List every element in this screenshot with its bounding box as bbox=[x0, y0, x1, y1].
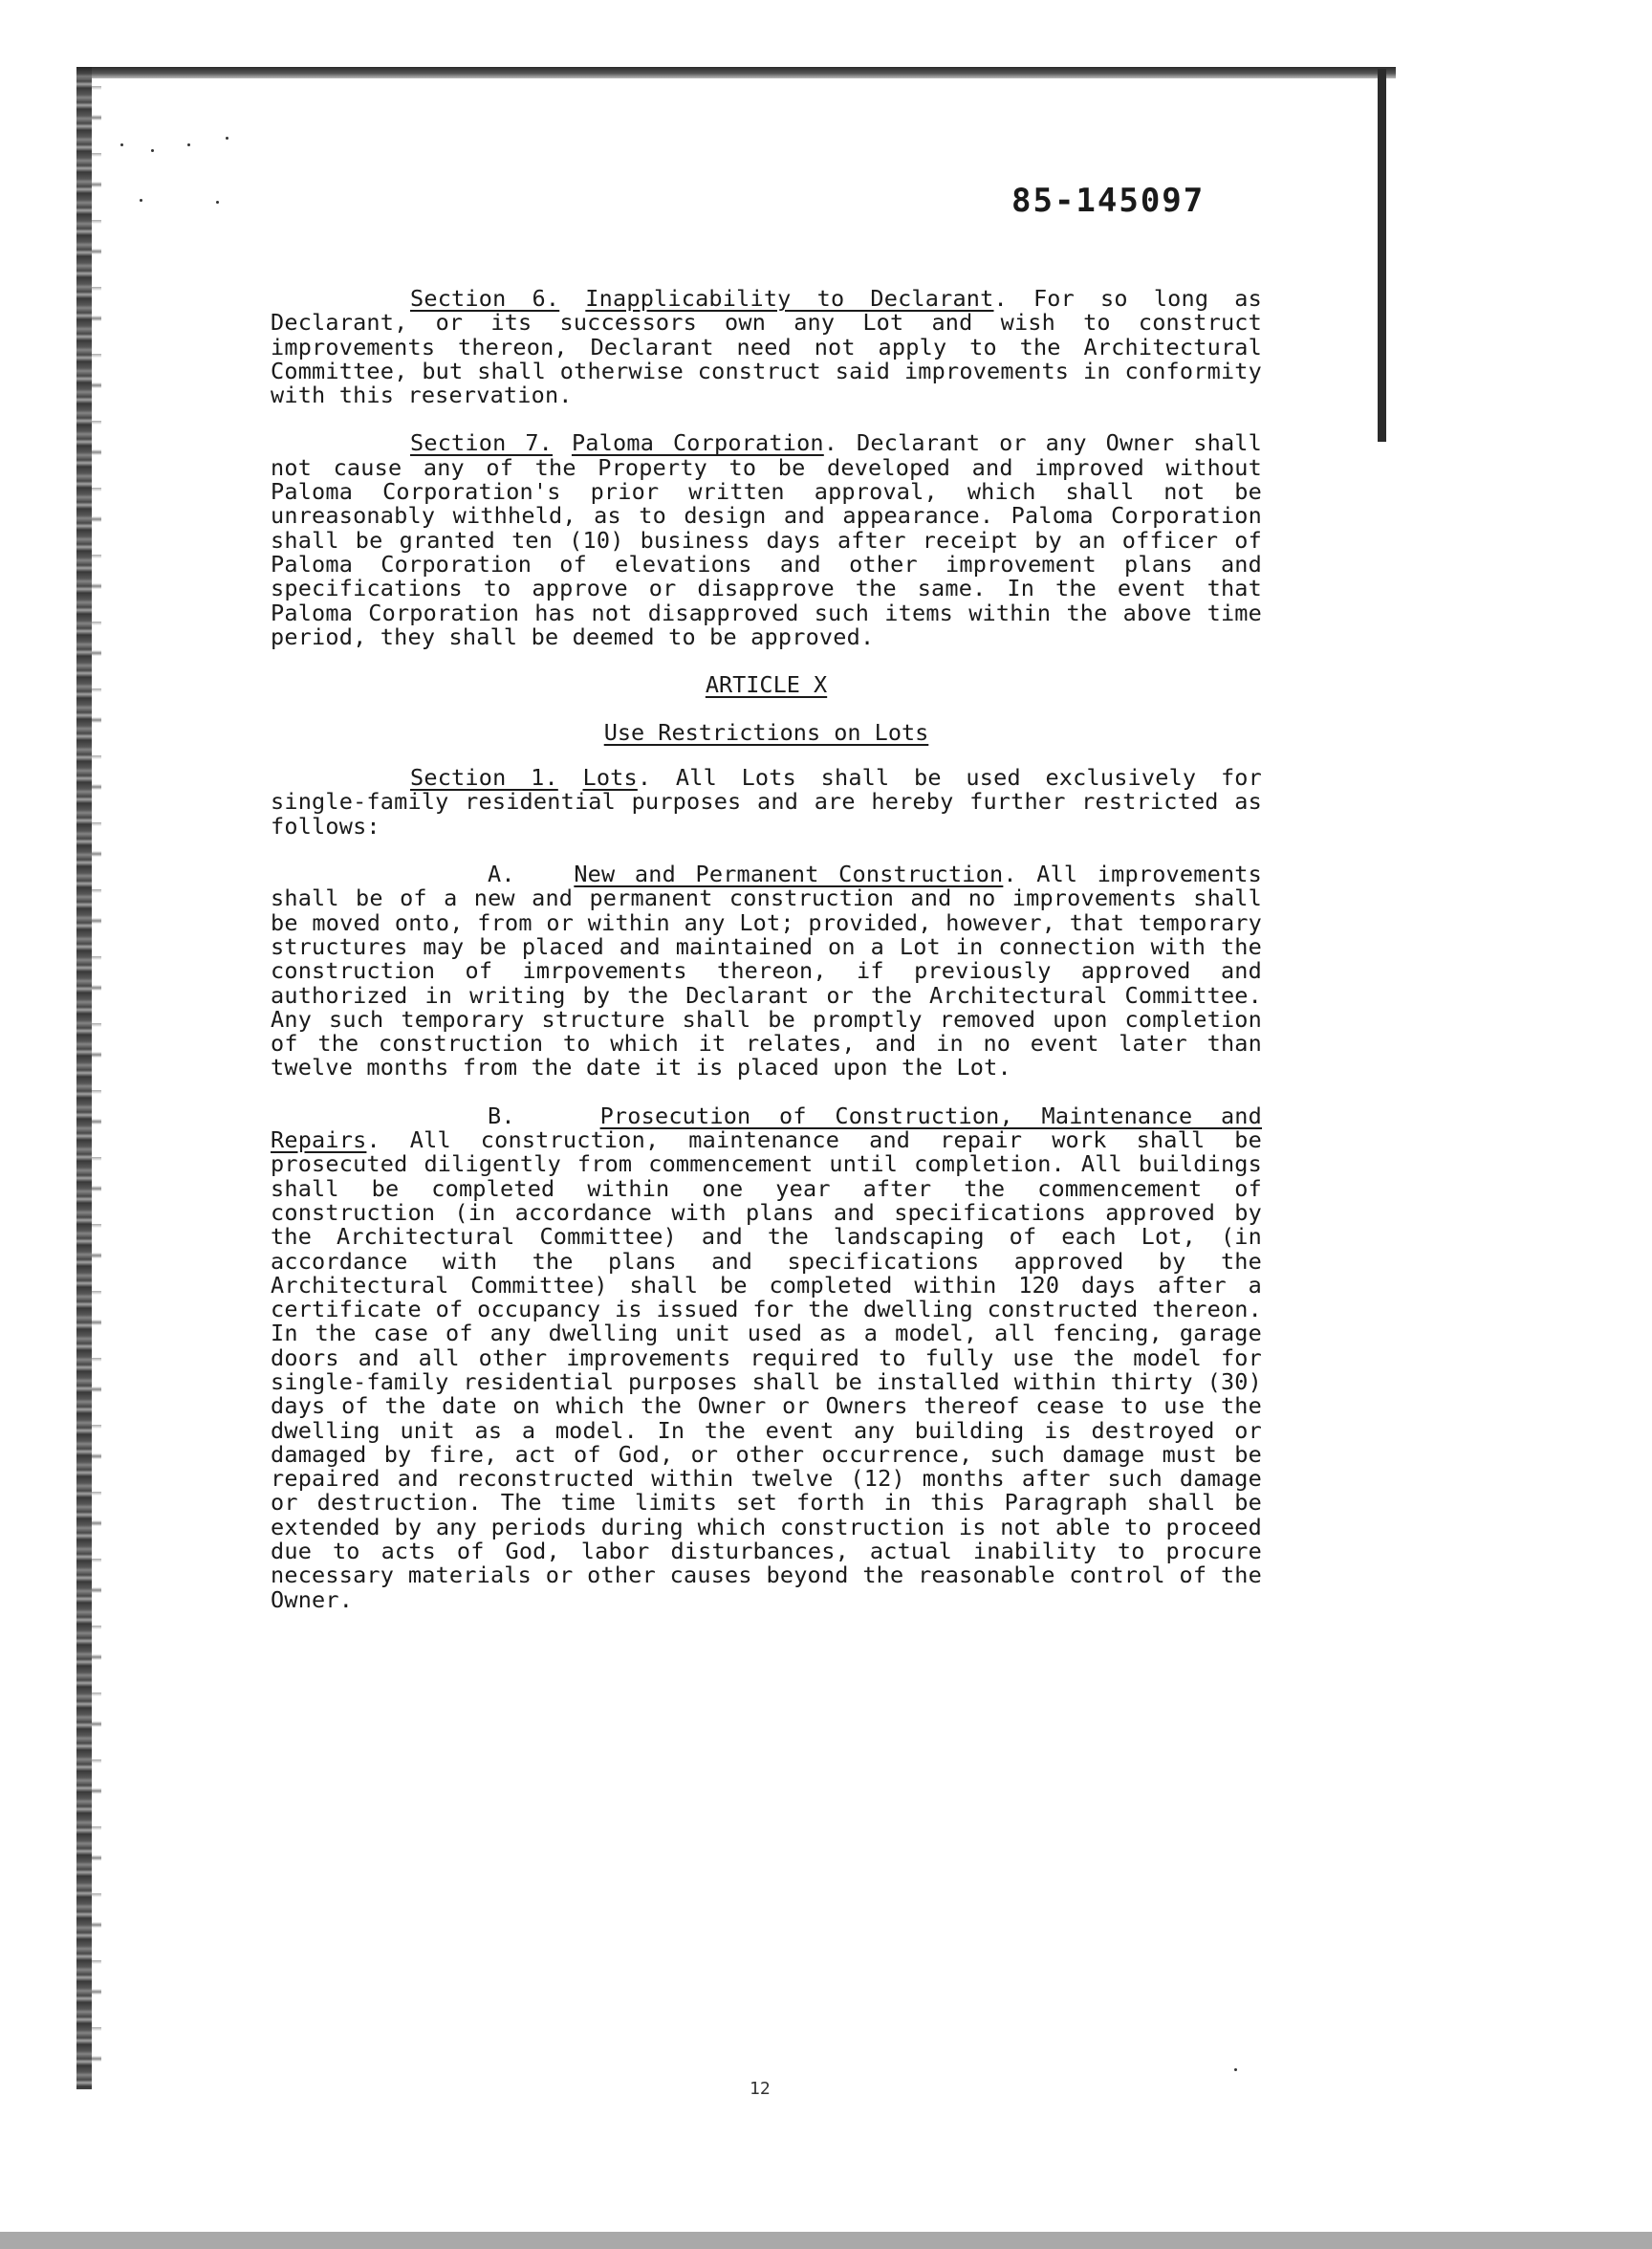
section-7-paragraph bbox=[271, 431, 1262, 649]
paragraph-a-title: New and Permanent Construction bbox=[574, 861, 1004, 888]
scan-speck bbox=[216, 201, 219, 204]
scan-speck bbox=[151, 149, 154, 152]
scan-speck bbox=[187, 143, 190, 146]
section-1-body: . All Lots shall be used exclusively for single-family residential purposes and are hereby further restricted as follows: bbox=[271, 764, 1262, 840]
section-7-title: Paloma Corporation bbox=[571, 429, 824, 457]
paragraph-a-body: . All improvements shall be of a new and permanent construction and no improvements shall be moved onto, from or within any Lot; provided, however, that temporary structures may be placed and maintained on a Lot in connection with the construction of imrpovements thereon, if previously approved and authorized in writing by the Declarant or the Architectural Committee. Any such temporary structure shall be promptly removed upon completion of the construction to which it relates, and in no event later than twelve months from the date it is placed upon the Lot. bbox=[271, 861, 1262, 1081]
scan-left-noise bbox=[92, 86, 101, 2085]
paragraph-a bbox=[271, 862, 1262, 1081]
document-body bbox=[271, 287, 1262, 1612]
scan-speck bbox=[120, 143, 123, 146]
article-subheading-text: Use Restrictions on Lots bbox=[603, 719, 929, 747]
scan-speck bbox=[140, 199, 142, 202]
section-6-title: Inapplicability to Declarant bbox=[585, 285, 994, 312]
section-7-label: Section 7. bbox=[410, 429, 554, 457]
section-6-label: Section 6. bbox=[410, 285, 560, 312]
page-number: 12 bbox=[750, 2079, 771, 2099]
paragraph-b-label: B. bbox=[488, 1102, 515, 1129]
scan-speck bbox=[1234, 2068, 1237, 2071]
section-6-body: . For so long as Declarant, or its successors own any Lot and wish to construct improvements thereon, Declarant need not apply to the Architectural Committee, but shall otherwise construct said improvements in conformity with this reservation. bbox=[271, 285, 1263, 409]
article-heading-text: ARTICLE X bbox=[705, 671, 828, 699]
paragraph-b-body: . All construction, maintenance and repair work shall be prosecuted diligently from commencement until completion. All buildings shall be completed within one year after the commencement of construction (in accordance with plans and specifications approved by the Architectural Committee) and the landscaping of each Lot, (in accordance with the plans and specifications approved by the Architectural Committee) shall be completed within 120 days after a certificate of occupancy is issued for the dwelling constructed thereon. In the case of any dwelling unit used as a model, all fencing, garage doors and all other improvements required to fully use the model for single-family residential purposes shall be installed within thirty (30) days of the date on which the Owner or Owners thereof cease to use the dwelling unit as a model. In the event any building is destroyed or damaged by fire, act of God, or other occurrence, such damage must be repaired and reconstructed within twelve (12) months after such damage or destruction. The time limits set forth in this Paragraph shall be extended by any periods during which construction is not able to proceed due to acts of God, labor disturbances, actual inability to procure necessary materials or other causes beyond the reasonable control of the Owner. bbox=[271, 1126, 1262, 1613]
scan-top-border bbox=[76, 67, 1396, 78]
document-number: 85-145097 bbox=[1011, 182, 1206, 220]
scan-speck bbox=[226, 137, 228, 140]
scan-bottom-border bbox=[0, 2232, 1652, 2249]
scan-right-border bbox=[1378, 69, 1386, 442]
paragraph-a-label: A. bbox=[488, 861, 515, 888]
article-subheading bbox=[271, 720, 1262, 745]
article-heading bbox=[271, 672, 1262, 697]
section-1-title: Lots bbox=[582, 764, 638, 792]
section-7-body: . Declarant or any Owner shall not cause any of the Property to be developed and improved without Paloma Corporation's prior written approval, which shall not be unreasonably withheld, as to design and appearance. Paloma Corporation shall be granted ten (10) business days after receipt by an officer of Paloma Corporation of elevations and other improvement plans and specifications to approve or disapprove the same. In the event that Paloma Corporation has not disapproved such items within the above time period, they shall be deemed to be approved. bbox=[271, 429, 1262, 650]
paragraph-b-title: Prosecution of Construction, Maintenance and Repairs bbox=[271, 1102, 1262, 1154]
section-1-label: Section 1. bbox=[410, 764, 558, 792]
scan-left-border bbox=[76, 67, 92, 2089]
section-1-paragraph bbox=[271, 766, 1262, 839]
paragraph-b bbox=[271, 1104, 1262, 1612]
section-6-paragraph bbox=[271, 287, 1262, 407]
